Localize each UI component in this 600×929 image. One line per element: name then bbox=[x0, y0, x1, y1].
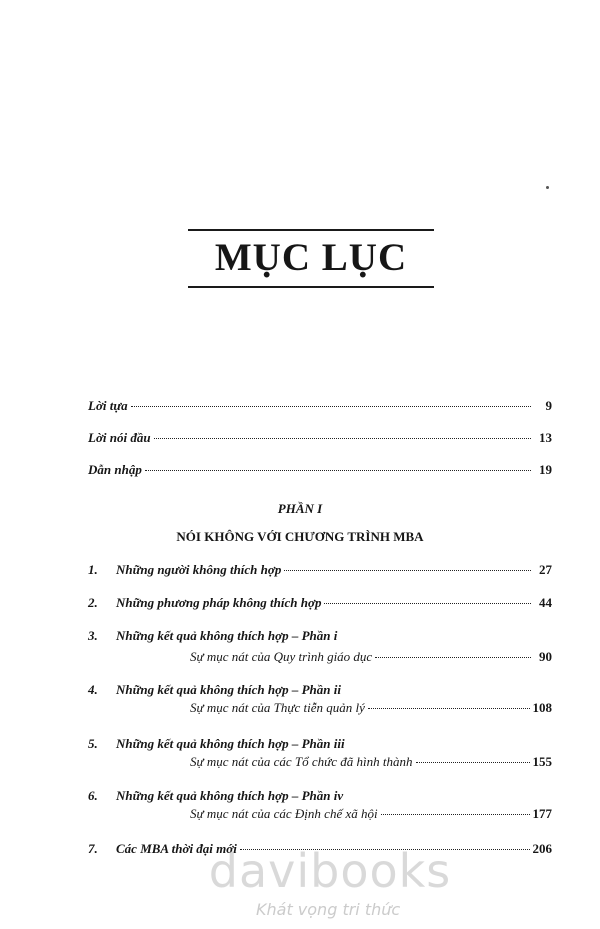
chapter-page: 206 bbox=[532, 841, 552, 856]
toc-entry-page: 19 bbox=[539, 462, 552, 477]
chapter-title: Những phương pháp không thích hợp bbox=[116, 595, 322, 610]
toc-entry-dan-nhap[interactable] bbox=[88, 462, 552, 478]
chapter-number: 1. bbox=[88, 562, 98, 577]
chapter-number: 2. bbox=[88, 595, 98, 610]
dot-leader bbox=[131, 406, 531, 407]
dot-leader bbox=[381, 814, 530, 815]
chapter-title: Những kết quả không thích hợp – Phần iv bbox=[116, 788, 344, 803]
watermark-tagline: Khát vọng tri thức bbox=[256, 900, 401, 919]
toc-entry-label: Lời nói đầu bbox=[88, 430, 151, 445]
title-rule-top bbox=[188, 229, 434, 231]
toc-entry-page: 9 bbox=[545, 398, 552, 413]
chapter-title: Các MBA thời đại mới bbox=[116, 841, 237, 856]
dot-leader bbox=[154, 438, 531, 439]
toc-chapter-5-heading[interactable] bbox=[88, 736, 345, 752]
chapter-number: 7. bbox=[88, 841, 98, 856]
toc-chapter-1[interactable] bbox=[88, 562, 552, 578]
chapter-subtitle: Sự mục nát của các Định chế xã hội bbox=[190, 806, 378, 821]
toc-entry-label: Lời tựa bbox=[88, 398, 128, 413]
chapter-number: 4. bbox=[88, 682, 98, 697]
toc-chapter-3-heading[interactable] bbox=[88, 628, 337, 644]
toc-chapter-4-heading[interactable] bbox=[88, 682, 341, 698]
chapter-title: Những kết quả không thích hợp – Phần i bbox=[116, 628, 338, 643]
toc-entry-label: Dẫn nhập bbox=[88, 462, 142, 477]
dot-leader bbox=[375, 657, 531, 658]
chapter-title: Những kết quả không thích hợp – Phần iii bbox=[116, 736, 345, 751]
toc-chapter-2[interactable] bbox=[88, 595, 552, 611]
toc-chapter-6-heading[interactable] bbox=[88, 788, 343, 804]
toc-entry-loi-tua[interactable] bbox=[88, 398, 552, 414]
watermark-brand: davibooks bbox=[208, 844, 452, 898]
dot-leader bbox=[145, 470, 531, 471]
toc-chapter-3-sub[interactable] bbox=[190, 649, 552, 665]
chapter-page: 90 bbox=[539, 649, 552, 664]
toc-entry-page: 13 bbox=[539, 430, 552, 445]
toc-chapter-6-sub[interactable] bbox=[190, 806, 552, 822]
dot-leader bbox=[324, 603, 531, 604]
part-title: NÓI KHÔNG VỚI CHƯƠNG TRÌNH MBA bbox=[176, 529, 424, 544]
toc-chapter-4-sub[interactable] bbox=[190, 700, 552, 716]
chapter-title: Những người không thích hợp bbox=[116, 562, 282, 577]
toc-entry-loi-noi-dau[interactable] bbox=[88, 430, 552, 446]
dot-leader bbox=[368, 708, 530, 709]
title-rule-bottom bbox=[188, 286, 434, 288]
chapter-page: 155 bbox=[532, 754, 552, 769]
chapter-page: 44 bbox=[539, 595, 552, 610]
chapter-subtitle: Sự mục nát của Thực tiễn quản lý bbox=[190, 700, 365, 715]
chapter-page: 27 bbox=[539, 562, 552, 577]
chapter-subtitle: Sự mục nát của các Tổ chức đã hình thành bbox=[190, 754, 413, 769]
chapter-page: 177 bbox=[532, 806, 552, 821]
chapter-number: 6. bbox=[88, 788, 98, 803]
toc-chapter-5-sub[interactable] bbox=[190, 754, 552, 770]
chapter-number: 5. bbox=[88, 736, 98, 751]
page-title: MỤC LỤC bbox=[214, 236, 408, 279]
part-label: PHẦN I bbox=[277, 501, 323, 516]
chapter-title: Những kết quả không thích hợp – Phần ii bbox=[116, 682, 341, 697]
dot-leader bbox=[416, 762, 530, 763]
chapter-subtitle: Sự mục nát của Quy trình giáo dục bbox=[190, 649, 373, 664]
chapter-page: 108 bbox=[532, 700, 552, 715]
chapter-number: 3. bbox=[88, 628, 98, 643]
page-speck bbox=[546, 186, 549, 189]
dot-leader bbox=[284, 570, 531, 571]
